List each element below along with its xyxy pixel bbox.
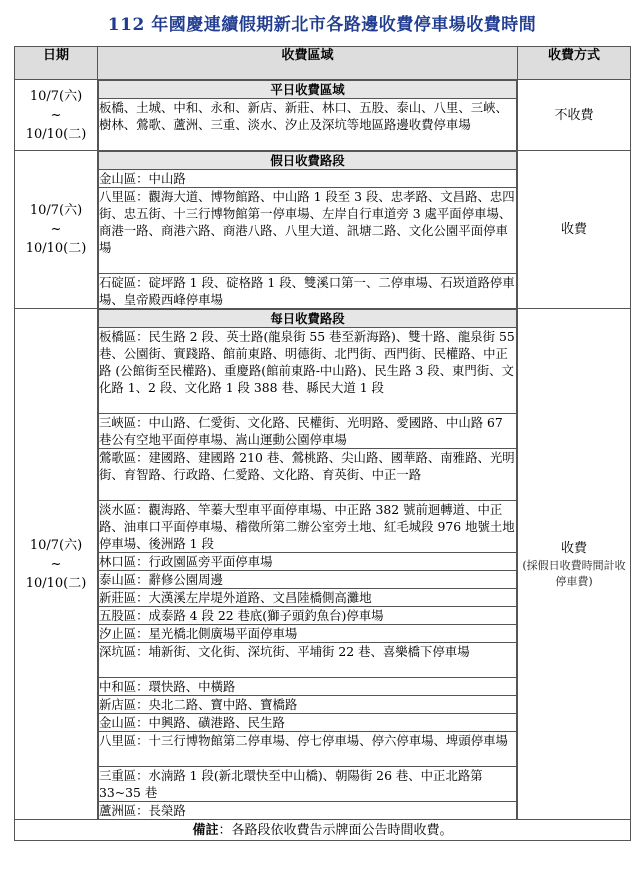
date-start: 10/7(六) bbox=[29, 88, 83, 104]
block-daily bbox=[15, 309, 631, 820]
header-method: 收費方式 bbox=[518, 47, 631, 80]
block-holiday bbox=[15, 151, 631, 309]
area-row: 金山區：中興路、磺港路、民生路 bbox=[99, 714, 517, 732]
block-weekday bbox=[15, 80, 631, 151]
section-title: 每日收費路段 bbox=[99, 310, 517, 328]
date-start: 10/7(六) bbox=[29, 203, 83, 218]
section-title: 平日收費區域 bbox=[99, 81, 517, 99]
header-date: 日期 bbox=[15, 47, 98, 80]
area-row: 金山區：中山路 bbox=[99, 170, 517, 188]
parking-fee-table bbox=[14, 46, 631, 841]
payment-method-cell bbox=[518, 309, 631, 820]
date-start: 10/7(六) bbox=[29, 537, 83, 553]
date-end: 10/10(二) bbox=[25, 575, 87, 591]
date-end: 10/10(二) bbox=[25, 126, 87, 142]
area-row: 新莊區：大漢溪左岸堤外道路、文昌陸橋側高灘地 bbox=[99, 589, 517, 607]
footnote-text: ：各路段依收費告示牌面公告時間收費。 bbox=[218, 822, 453, 838]
date-range bbox=[15, 80, 98, 151]
area-row: 八里區：十三行博物館第二停車場、停七停車場、停六停車場、埤頭停車場 bbox=[99, 732, 517, 767]
page-title: 112 年國慶連續假期新北市各路邊收費停車場收費時間 bbox=[107, 15, 537, 35]
date-tilde: ~ bbox=[50, 222, 62, 237]
area-row: 石碇區：碇坪路 1 段、碇格路 1 段、雙溪口第一、二停車場、石崁道路停車場、皇帝殿西峰停車場 bbox=[99, 275, 515, 307]
area-row: 板橋區：民生路 2 段、英士路(龍泉街 55 巷至新海路)、雙十路、龍泉街 55 巷、公園街、實踐路、館前東路、明德街、北門街、西門街、民權路、中正路 (公館街至民權路)、重慶路(館前東路-中山路)、民生路 3 段、東門街、文化路 1、2 段、文化路 1 段 388 巷、縣民大道 1 段 bbox=[99, 328, 517, 414]
footnote-label: 備註 bbox=[192, 822, 219, 838]
area-row: 新店區：央北二路、寶中路、寶橋路 bbox=[99, 696, 517, 714]
area-cell bbox=[98, 80, 518, 151]
area-row: 林口區：行政園區旁平面停車場 bbox=[99, 553, 517, 571]
date-range bbox=[15, 151, 98, 309]
payment-method: 收費 bbox=[560, 540, 587, 556]
payment-method-note: (採假日收費時間計收停車費) bbox=[522, 558, 626, 588]
header-area: 收費區域 bbox=[98, 47, 518, 80]
area-row: 汐止區：星光橋北側廣場平面停車場 bbox=[99, 625, 517, 643]
area-cell bbox=[98, 309, 518, 820]
area-row: 深坑區：埔新街、文化街、深坑街、平埔街 22 巷、喜樂橋下停車場 bbox=[99, 643, 517, 678]
area-row: 三峽區：中山路、仁愛街、文化路、民權街、光明路、愛國路、中山路 67 巷公有空地平面停車場、嵩山運動公園停車場 bbox=[99, 414, 517, 449]
footnote-row bbox=[15, 820, 631, 841]
section-title: 假日收費路段 bbox=[99, 152, 517, 170]
area-row: 八里區：觀海大道、博物館路、中山路 1 段至 3 段、忠孝路、文昌路、忠四街、忠五街、十三行博物館第一停車場、左岸自行車道旁 3 處平面停車場、商港一路、商港六路、商港八路、八里大道、訊塘二路、文化公園平面停車場 bbox=[99, 188, 517, 274]
area-row: 鶯歌區：建國路、建國路 210 巷、鶯桃路、尖山路、國華路、南雅路、光明街、育智路、行政路、仁愛路、文化路、育英街、中正一路 bbox=[99, 449, 517, 501]
area-row: 三重區：水湳路 1 段(新北環快至中山橋)、朝陽街 26 巷、中正北路第 33~35 巷 bbox=[99, 767, 517, 802]
date-range bbox=[15, 309, 98, 820]
area-row: 中和區：環快路、中橫路 bbox=[99, 678, 517, 696]
footnote bbox=[15, 820, 631, 841]
date-tilde: ~ bbox=[50, 107, 62, 123]
area-row: 淡水區：觀海路、竿蓁大型車平面停車場、中正路 382 號前迴轉道、中正路、油車口平面停車場、稽徵所第二辦公室旁土地、紅毛城段 976 地號土地停車場、後洲路 1 段 bbox=[99, 502, 515, 551]
date-tilde: ~ bbox=[50, 556, 62, 572]
area-row: 板橋、土城、中和、永和、新店、新莊、林口、五股、泰山、八里、三峽、樹林、鶯歌、蘆洲、三重、淡水、汐止及深坑等地區路邊收費停車場 bbox=[99, 99, 517, 151]
area-row: 五股區：成泰路 4 段 22 巷底(獅子頭釣魚台)停車場 bbox=[99, 607, 517, 625]
area-row: 泰山區：辭修公園周邊 bbox=[99, 571, 517, 589]
date-end: 10/10(二) bbox=[25, 241, 87, 256]
area-row: 蘆洲區：長榮路 bbox=[99, 802, 517, 820]
table-header-row bbox=[15, 47, 631, 80]
area-cell bbox=[98, 151, 518, 309]
payment-method: 不收費 bbox=[518, 80, 631, 151]
payment-method: 收費 bbox=[518, 151, 631, 309]
